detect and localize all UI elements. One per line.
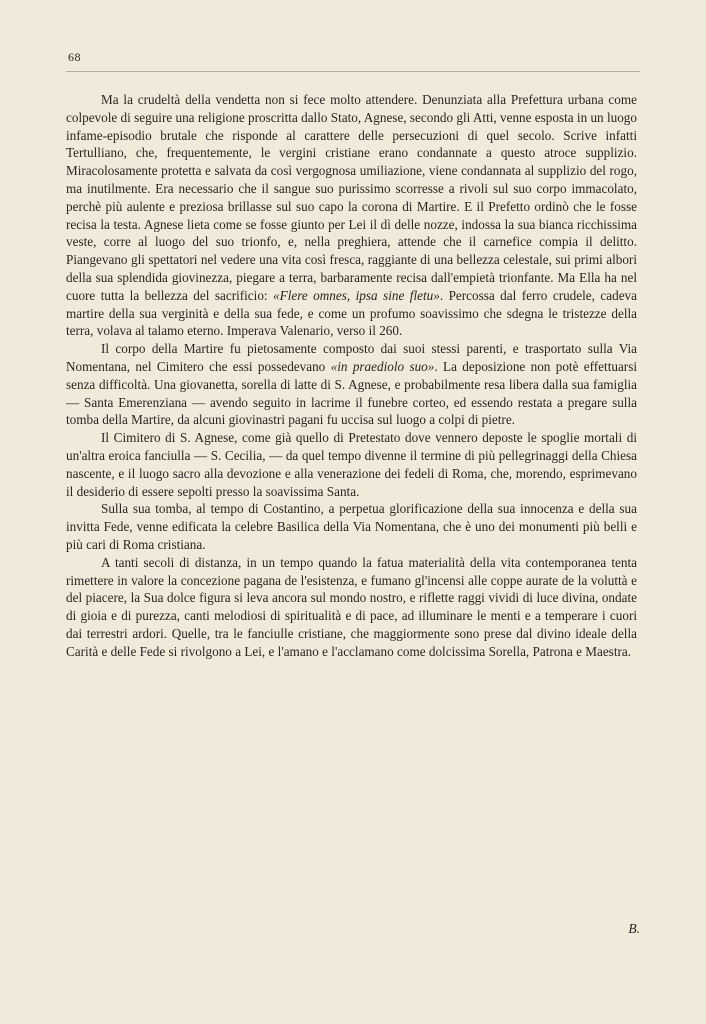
body-text xyxy=(66,91,637,661)
paragraph-text: . Percossa dal ferro crudele, cadeva martire della sua verginità e della sua fede, e come un profumo soavissimo che sdegna le tristezze della terra, volava al talamo eterno. Imperava Valenario, verso il 260. xyxy=(66,287,637,339)
author-signature: B. xyxy=(628,921,640,936)
paragraph-text: Ma la crudeltà della vendetta non si fece molto attendere. Denunziata alla Prefettura urbana come colpevole di seguire una religione proscritta dallo Stato, Agnese, secondo gli Atti, venne esposta in un luogo infame-episodio brutale che risponde al carattere delle persecuzioni di quel secolo. Scrive infatti Tertulliano, che, frequentemente, le vergini cristiane erano condannate a questo atroce supplizio. Miracolosamente protetta e salvata da così vergognosa umiliazione, viene condannata al supplizio del rogo, ma inutilmente. Era necessario che il sangue suo purissimo scorresse a rivoli sul suo corpo immacolato, perchè più aulente e preziosa brillasse sul suo capo la corona di Martire. E il Prefetto ordinò che le fosse recisa la testa. Agnese lieta come se fosse giunto per Lei il dì delle nozze, indossa la sua bianca ricchissima veste, corre al luogo del suo trionfo, e, nella preghiera, attende che il carnefice compia il delitto. Piangevano gli spettatori nel vedere una vita così fresca, raggiante di una bellezza celestale, sui primi albori della sua splendida giovinezza, piegare a terra, barbaramente recisa dall'empietà trionfante. Ma Ella ha nel cuore tutta la bellezza del sacrificio: xyxy=(66,92,637,303)
paragraph xyxy=(66,91,637,340)
paragraph xyxy=(66,340,637,429)
paragraph xyxy=(66,500,637,553)
paragraph-text: . La deposizione non potè effettuarsi senza difficoltà. Una giovanetta, sorella di latte di S. Agnese, e probabilmente resa libera dalla sua famiglia — Santa Emerenziana — avendo seguito in lacrime il funebre corteo, ed essendo restata a pregare sulla tomba della Martire, da alcuni giovinastri pagani fu uccisa sul luogo a colpi di pietre. xyxy=(66,358,637,428)
paragraph-text: Sulla sua tomba, al tempo di Costantino, a perpetua glorificazione della sua innocenza e della sua invitta Fede, venne edificata la celebre Basilica della Via Nomentana, che è uno dei monumenti più belli e più cari di Roma cristiana. xyxy=(66,501,637,552)
italic-quote: «Flere omnes, ipsa sine fletu» xyxy=(273,287,440,303)
paragraph-text: A tanti secoli di distanza, in un tempo quando la fatua materialità della vita contemporanea tenta rimettere in valore la concezione pagana de l'esistenza, e fumano gl'incensi alle coppe aurate de la voluttà e del piacere, la Sua dolce figura si leva ancora sul mondo nostro, e riflette raggi vividi di luce divina, ondate di gioia e di purezza, canti melodiosi di spiritualità e di pace, ad illuminare le menti e a temperare i cuori dai terrestri ardori. Quelle, tra le fanciulle cristiane, che maggiormente sono prese dal divino ideale della Carità e delle Fede si rivolgono a Lei, e l'amano e l'acclamano come dolcissima Sorella, Patrona e Maestra. xyxy=(66,554,637,659)
page-number: 68 xyxy=(68,50,81,64)
paragraph-text: Il corpo della Martire fu pietosamente composto dai suoi stessi parenti, e trasportato sulla Via Nomentana, nel Cimitero che essi possedevano xyxy=(66,341,637,374)
paragraph xyxy=(66,554,637,661)
paragraph-text: Il Cimitero di S. Agnese, come già quello di Pretestato dove vennero deposte le spoglie mortali di un'altra eroica fanciulla — S. Cecilia, — da quel tempo divenne il termine di più pellegrinaggi della Chiesa nascente, e il luogo sacro alla devozione e alla venerazione dei fedeli di Roma, che, morendo, esprimevano il desiderio di essere sepolti presso la soavissima Santa. xyxy=(66,430,637,499)
paragraph xyxy=(66,429,637,500)
header-rule xyxy=(66,71,640,72)
italic-quote: «in praediolo suo» xyxy=(330,358,435,374)
